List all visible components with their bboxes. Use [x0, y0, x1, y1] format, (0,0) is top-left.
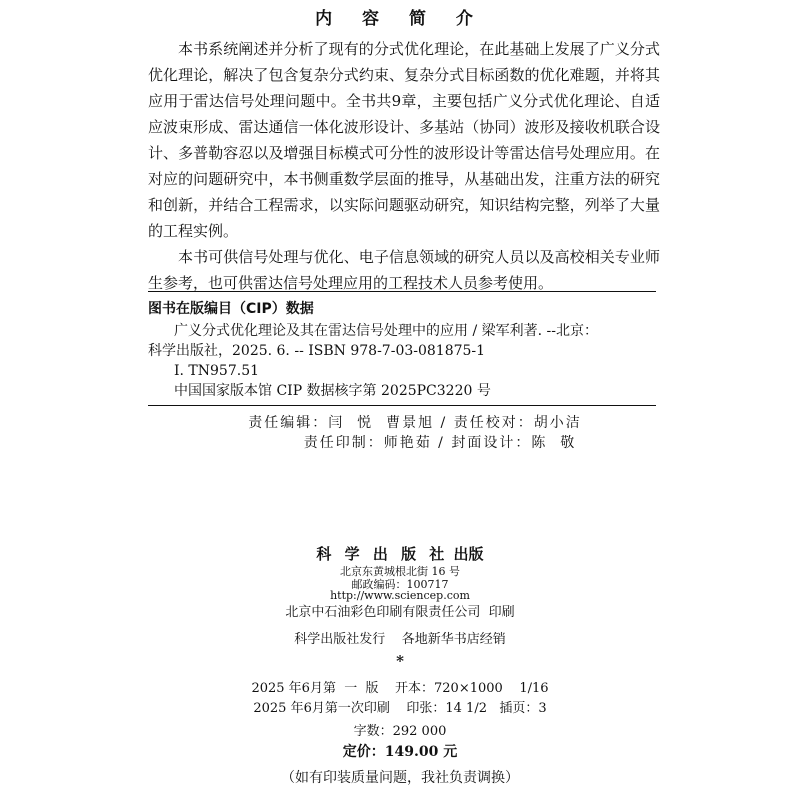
- edition-line: 2025 年6月第 一 版 开本：720×1000 1/16: [251, 681, 549, 696]
- cip-record-line: 中国国家版本馆 CIP 数据核字第 2025PC3220 号: [174, 383, 491, 399]
- distribution-line: 科学出版社发行 各地新华书店经销: [294, 632, 506, 647]
- cip-entry-line1: 广义分式优化理论及其在雷达信号处理中的应用 / 梁军利著. --北京：: [174, 323, 598, 339]
- page-title: 内 容 简 介: [315, 9, 485, 29]
- word-count: 字数：292 000: [353, 724, 447, 739]
- printing-line: 2025 年6月第一次印刷 印张：14 1/2 插页：3: [253, 701, 547, 716]
- printer-line: 北京中石油彩色印刷有限责任公司 印刷: [285, 605, 515, 620]
- summary-paragraph: 本书可供信号处理与优化、电子信息领域的研究人员以及高校相关专业师生参考，也可供雷达信号处理应用的工程技术人员参考使用。: [148, 248, 660, 292]
- staff-line-editors: 责任编辑：闫 悦 曹景旭 / 责任校对：胡小洁: [248, 415, 582, 431]
- cip-entry-line2: 科学出版社，2025. 6. -- ISBN 978-7-03-081875-1: [148, 343, 486, 359]
- staff-line-production: 责任印制：师艳茹 / 封面设计：陈 敬: [303, 435, 577, 451]
- publisher-address: 北京东黄城根北街 16 号: [340, 565, 460, 578]
- publisher-name: 科 学 出 版 社: [316, 545, 449, 563]
- divider-top: [148, 291, 656, 292]
- publisher-line: [0, 543, 800, 564]
- separator-star: *: [396, 652, 404, 670]
- price: 定价：149.00 元: [342, 744, 458, 760]
- quality-note: （如有印装质量问题，我社负责调换）: [281, 770, 519, 786]
- divider-bottom: [148, 405, 656, 406]
- cip-block: [148, 299, 656, 401]
- publisher-website: http://www.sciencep.com: [330, 589, 470, 602]
- summary-paragraph: 本书系统阐述并分析了现有的分式优化理论，在此基础上发展了广义分式优化理论，解决了包含复杂分式约束、复杂分式目标函数的优化难题，并将其应用于雷达信号处理问题中。全书共9章，主要包括广义分式优化理论、自适应波束形成、雷达通信一体化波形设计、多基站（协同）波形及接收机联合设计、多普勒容忍以及增强目标模式可分性的波形设计等雷达信号处理应用。在对应的问题研究中，本书侧重数学层面的推导，从基础出发，注重方法的研究和创新，并结合工程需求，以实际问题驱动研究，知识结构完整，列举了大量的工程实例。: [148, 40, 660, 240]
- summary-section: [148, 36, 660, 296]
- publisher-postcode: 邮政编码：100717: [351, 578, 449, 591]
- cip-class-line: I. TN957.51: [174, 363, 260, 379]
- cip-heading: 图书在版编目（CIP）数据: [148, 301, 314, 317]
- publisher-suffix: 出版: [453, 545, 484, 563]
